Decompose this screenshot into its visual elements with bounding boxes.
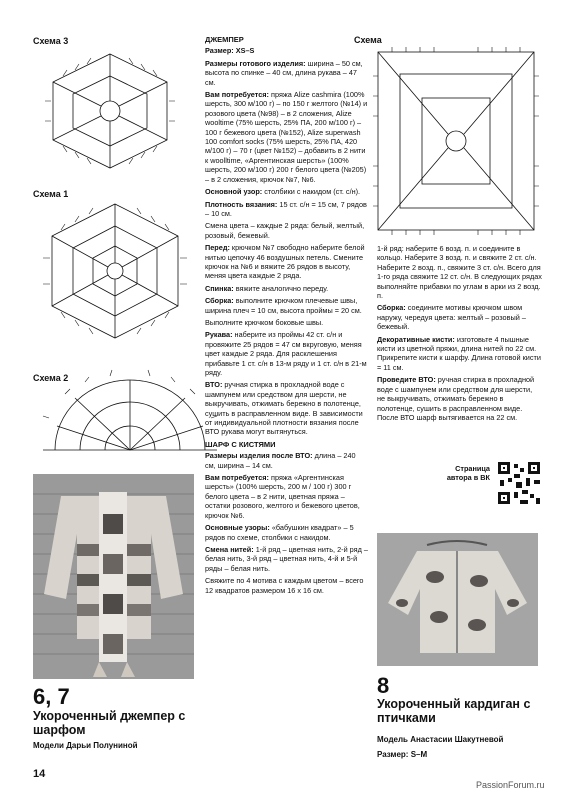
scarf-materials: Вам потребуется: пряжа «Аргентинская шерсть» (100% шерсть, 200 м / 100 г) 300 г белого цвета – в 2 нити, цветная пряжа – остатки розового, желтого и бежевого цветов, крючок №6. — [205, 473, 360, 520]
jumper-pattern: Основной узор: столбики с накидом (ст. с/н). — [205, 187, 361, 197]
jumper-scarf-photo — [33, 474, 194, 679]
watermark: PassionForum.ru — [476, 780, 545, 790]
schema-right-label: Схема — [354, 35, 382, 45]
scarf-assembly: Сборка: соедините мотивы крючком швом наружу, чередуя цвета: желтый – розовый – бежевый. — [377, 303, 526, 332]
scarf-threads: Смена нитей: 1-й ряд – цветная нить, 2-й ряд – белая нить, 3-й ряд – цветная нить, 4-й и 5-й ряды – белая нить. — [205, 544, 368, 573]
project-8-model: Модель Анастасии Шакутневой — [377, 735, 504, 744]
project-8-number: 8 — [377, 673, 390, 698]
scarf-tassels: Декоративные кисти: изготовьте 4 пышные кисти из цветной пряжи, длина нитей по 22 см. Прикрепите кисти к шарфу. Длина готовой кисти = 11 см. — [377, 334, 541, 372]
cardigan-photo — [377, 533, 538, 666]
jumper-assembly: Сборка: выполните крючком плечевые швы, ширина плеч = 10 см, высота проймы = 20 см. — [205, 296, 362, 315]
schema-2-diagram — [35, 368, 225, 458]
jumper-vto: ВТО: ручная стирка в прохладной воде с шампунем или средством для шерсти, не выкручивать, отжимать бережно в полотенце, сушить в расправленном виде. В зависимости от индивидуальной плотности вязания после ВТО рукава могут вытянуться. — [205, 380, 363, 437]
jumper-heading: ДЖЕМПЕР — [205, 35, 244, 44]
jumper-size: Размер: XS–S — [205, 46, 255, 56]
schema-1-label: Схема 1 — [33, 189, 69, 199]
jumper-sleeves: Рукава: наберите из проймы 42 ст. с/н и провяжите 25 рядов = 47 см вкруговую, меняя цвет каждые 2 ряда. Для расклешения прибавьте 1 ст. с/н в 13-м ряду и 1 ст. с/н в 21-м ряду. — [205, 330, 367, 377]
schema-3-label: Схема 3 — [33, 36, 69, 46]
schema-2-label: Схема 2 — [33, 373, 69, 383]
cardigan-illustration — [377, 533, 538, 666]
project-8-title: Укороченный кардиган с птичками — [377, 697, 531, 725]
scarf-motifs: Свяжите по 4 мотива с каждым цветом – всего 12 квадратов размером 16 х 16 см. — [205, 576, 364, 595]
schema-1-diagram — [35, 198, 195, 348]
project-6-7-title: Укороченный джемпер с шарфом — [33, 709, 186, 737]
jumper-front: Перед: крючком №7 свободно наберите белой нитью цепочку 46 воздушных петель. Смените крючок на №6 и вяжите 26 рядов в высоту, меняя цвета каждые 2 ряда. — [205, 243, 365, 281]
scarf-instructions-column — [377, 244, 542, 425]
jumper-column — [205, 33, 368, 598]
page-number: 14 — [33, 768, 46, 780]
project-6-7-model: Модели Дарьи Полуниной — [33, 741, 138, 750]
scarf-vto: Проведите ВТО: ручная стирка в прохладной воде с шампунем или средством для шерсти, не выкручивать, отжимать бережно в полотенце, сушить в расправленном виде. После ВТО шарф вытягивается на 22 см. — [377, 375, 535, 422]
scarf-dimensions: Размеры изделия после ВТО: длина – 240 см, ширина – 14 см. — [205, 451, 356, 470]
jumper-back: Спинка: вяжите аналогично переду. — [205, 283, 329, 293]
scarf-row1: 1-й ряд: наберите 6 возд. п. и соедините в кольцо. Наберите 3 возд. п. и свяжите 2 ст. с/н. Наберите 2 возд. п., свяжите 3 ст. с/н. Всего для 1-го ряда свяжите 12 ст. с/н. В следующих рядах выполняйте прибавки по углам в арки из 2 возд. п. — [377, 244, 542, 301]
jumper-scarf-illustration — [33, 474, 194, 679]
project-6-7-number: 6, 7 — [33, 684, 70, 709]
jumper-density: Плотность вязания: 15 ст. с/н = 15 см, 7 рядов – 10 см. — [205, 199, 367, 218]
jumper-dimensions: Размеры готового изделия: ширина – 50 см, высота по спинке – 40 см, длина рукава – 47 см. — [205, 58, 363, 87]
qr-code-icon[interactable] — [496, 460, 542, 506]
jumper-color-change: Смена цвета – каждые 2 ряда: белый, желтый, розовый, бежевый. — [205, 221, 365, 240]
jumper-side-seams: Выполните крючком боковые швы. — [205, 317, 324, 327]
vk-label: Страница автора в ВК — [446, 464, 490, 483]
granny-square-diagram — [372, 46, 540, 236]
project-8-size: Размер: S–M — [377, 750, 428, 759]
scarf-patterns: Основные узоры: «бабушкин квадрат» – 5 рядов по схеме, столбики с накидом. — [205, 523, 354, 542]
schema-3-diagram — [35, 46, 185, 176]
jumper-materials: Вам потребуется: пряжа Alize cashmira (100% шерсть, 300 м/100 г) – по 150 г желтого (№14) и розового цвета (№98) – в 2 сложения, Alize wooltime (75% шерсть, 25% ПА, 200 м/100 г) – 100 г бежевого цвета (№152), Alize superwash 100 comfort socks (75% шерсть, 25% ПА, 420 м/100 г) – 70 г (цвет №152) – добавить в 2 нити к woolltime, «Аргентинская шерсть» (100% шерсть, 200 м/100 г) 200 г белого цвета (№205) – в 2 сложения, крючок №7, №6. — [205, 90, 368, 184]
scarf-heading: ШАРФ С КИСТЯМИ — [205, 439, 276, 449]
